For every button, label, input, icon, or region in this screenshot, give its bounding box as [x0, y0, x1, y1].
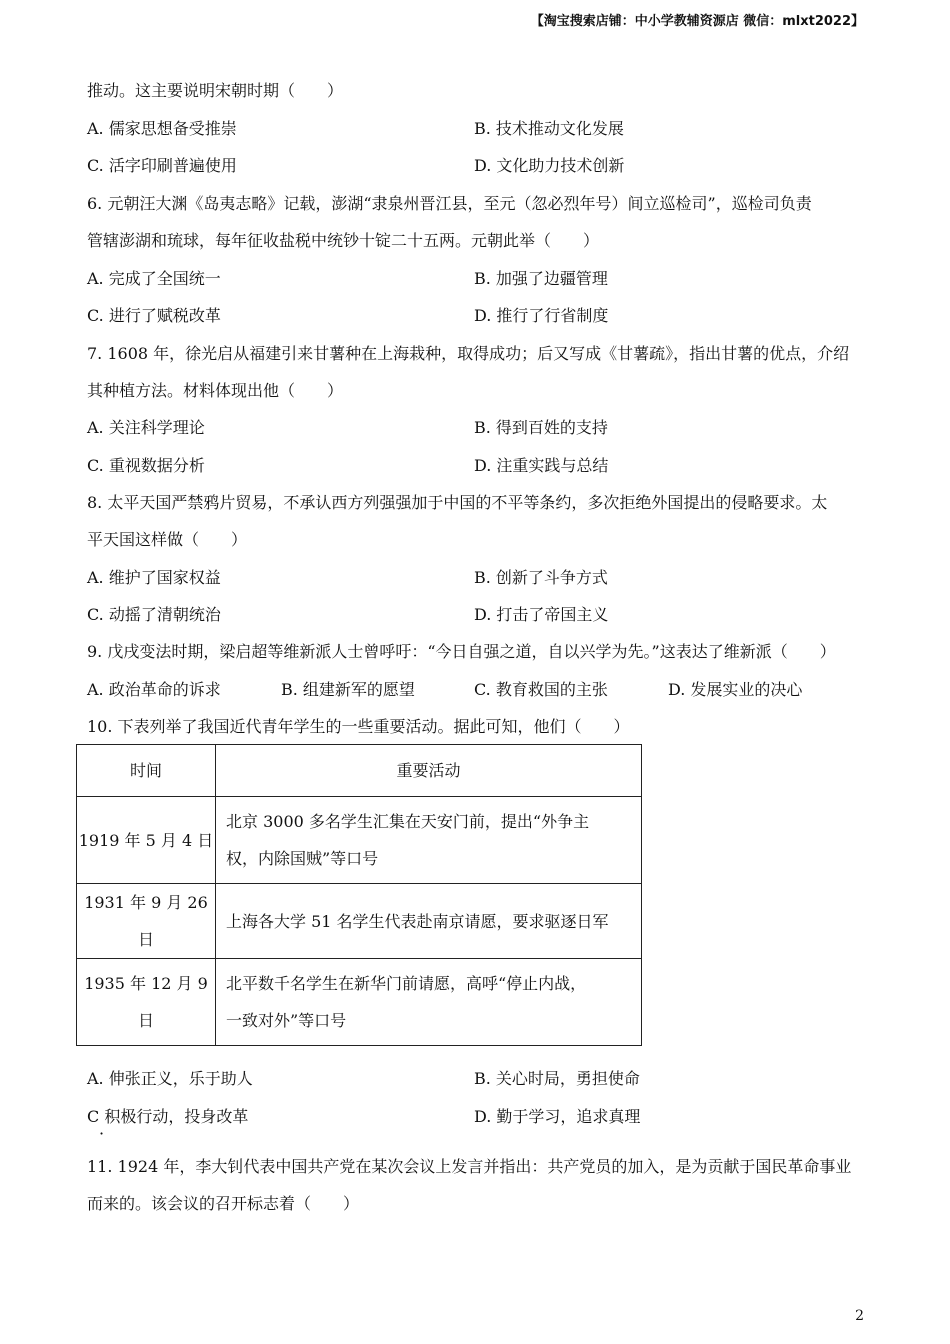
q6-option-c[interactable]: C. 进行了赋税改革: [87, 306, 221, 325]
q9-option-b[interactable]: B. 组建新军的愿望: [281, 680, 415, 699]
q6-stem-line2: 管辖澎湖和琉球，每年征收盐税中统钞十锭二十五两。元朝此举（ ）: [87, 231, 600, 250]
q8-option-a[interactable]: A. 维护了国家权益: [87, 568, 221, 587]
q8-stem-line1: 8. 太平天国严禁鸦片贸易，不承认西方列强强加于中国的不平等条约，多次拒绝外国提出的侵略要求。太: [87, 493, 828, 512]
table-row: [77, 797, 642, 884]
table-cell-activity: [216, 959, 642, 1046]
activity-line: 一致对外”等口号: [226, 1011, 347, 1030]
q11-stem-line1: 11. 1924 年，李大钊代表中国共产党在某次会议上发言并指出：共产党员的加入，是为贡献于国民革命事业: [87, 1157, 852, 1176]
q11-stem-line2: 而来的。该会议的召开标志着（ ）: [87, 1194, 360, 1213]
table-cell-time: 1931 年 9 月 26 日: [77, 884, 216, 959]
q9-stem: 9. 戊戌变法时期，梁启超等维新派人士曾呼吁：“今日自强之道，自以兴学为先。”这表达了维新派（ ）: [87, 642, 836, 661]
q9-option-d[interactable]: D. 发展实业的决心: [668, 680, 803, 699]
q7-option-a[interactable]: A. 关注科学理论: [87, 418, 205, 437]
table-header-activity: 重要活动: [216, 745, 642, 797]
q6-option-b[interactable]: B. 加强了边疆管理: [474, 269, 608, 288]
q6-option-a[interactable]: A. 完成了全国统一: [87, 269, 221, 288]
activity-line: 权，内除国贼”等口号: [226, 849, 379, 868]
page-number: 2: [855, 1308, 864, 1324]
table-row: [77, 959, 642, 1046]
q10-option-d[interactable]: D. 勤于学习，追求真理: [474, 1107, 641, 1126]
student-activities-table: [76, 744, 642, 1046]
q7-option-c[interactable]: C. 重视数据分析: [87, 456, 205, 475]
table-cell-time: 1919 年 5 月 4 日: [77, 797, 216, 884]
activity-line: 北京 3000 多名学生汇集在天安门前，提出“外争主: [226, 812, 590, 831]
q6-option-d[interactable]: D. 推行了行省制度: [474, 306, 609, 325]
activity-line: 上海各大学 51 名学生代表赴南京请愿，要求驱逐日军: [226, 911, 609, 931]
table-cell-activity: [216, 884, 642, 959]
q8-option-d[interactable]: D. 打击了帝国主义: [474, 605, 609, 624]
q5-stem: 推动。这主要说明宋朝时期（ ）: [87, 81, 344, 100]
q10-option-a[interactable]: A. 伸张正义，乐于助人: [87, 1069, 253, 1088]
table-header-time: 时间: [77, 745, 216, 797]
page-header: 【淘宝搜索店铺：中小学教辅资源店 微信：mlxt2022】: [530, 14, 864, 29]
q9-option-c[interactable]: C. 教育救国的主张: [474, 680, 608, 699]
q7-option-d[interactable]: D. 注重实践与总结: [474, 456, 609, 475]
q5-option-c[interactable]: C. 活字印刷普遍使用: [87, 156, 237, 175]
table-cell-activity: [216, 797, 642, 884]
q8-option-b[interactable]: B. 创新了斗争方式: [474, 568, 608, 587]
q5-option-d[interactable]: D. 文化助力技术创新: [474, 156, 625, 175]
q9-option-a[interactable]: A. 政治革命的诉求: [87, 680, 221, 699]
q5-option-b[interactable]: B. 技术推动文化发展: [474, 119, 624, 138]
q5-option-a[interactable]: A. 儒家思想备受推崇: [87, 119, 237, 138]
q10-option-c[interactable]: C 积极行动，投身改革: [87, 1107, 249, 1126]
q10-option-b[interactable]: B. 关心时局，勇担使命: [474, 1069, 640, 1088]
q7-stem-line2: 其种植方法。材料体现出他（ ）: [87, 381, 344, 400]
table-row: [77, 884, 642, 959]
q7-stem-line1: 7. 1608 年，徐光启从福建引来甘薯种在上海栽种，取得成功；后又写成《甘薯疏》，指出甘薯的优点，介绍: [87, 344, 850, 363]
stray-dot-mark: ·: [99, 1124, 105, 1143]
q6-stem-line1: 6. 元朝汪大渊《岛夷志略》记载，澎湖“隶泉州晋江县，至元（忽必烈年号）间立巡检司”，巡检司负责: [87, 194, 812, 213]
q8-stem-line2: 平天国这样做（ ）: [87, 530, 248, 549]
activity-line: 北平数千名学生在新华门前请愿，高呼“停止内战，: [226, 974, 587, 993]
q7-option-b[interactable]: B. 得到百姓的支持: [474, 418, 608, 437]
table-header-row: [77, 745, 642, 797]
q10-stem: 10. 下表列举了我国近代青年学生的一些重要活动。据此可知，他们（ ）: [87, 717, 630, 736]
table-cell-time: 1935 年 12 月 9 日: [77, 959, 216, 1046]
q8-option-c[interactable]: C. 动摇了清朝统治: [87, 605, 221, 624]
